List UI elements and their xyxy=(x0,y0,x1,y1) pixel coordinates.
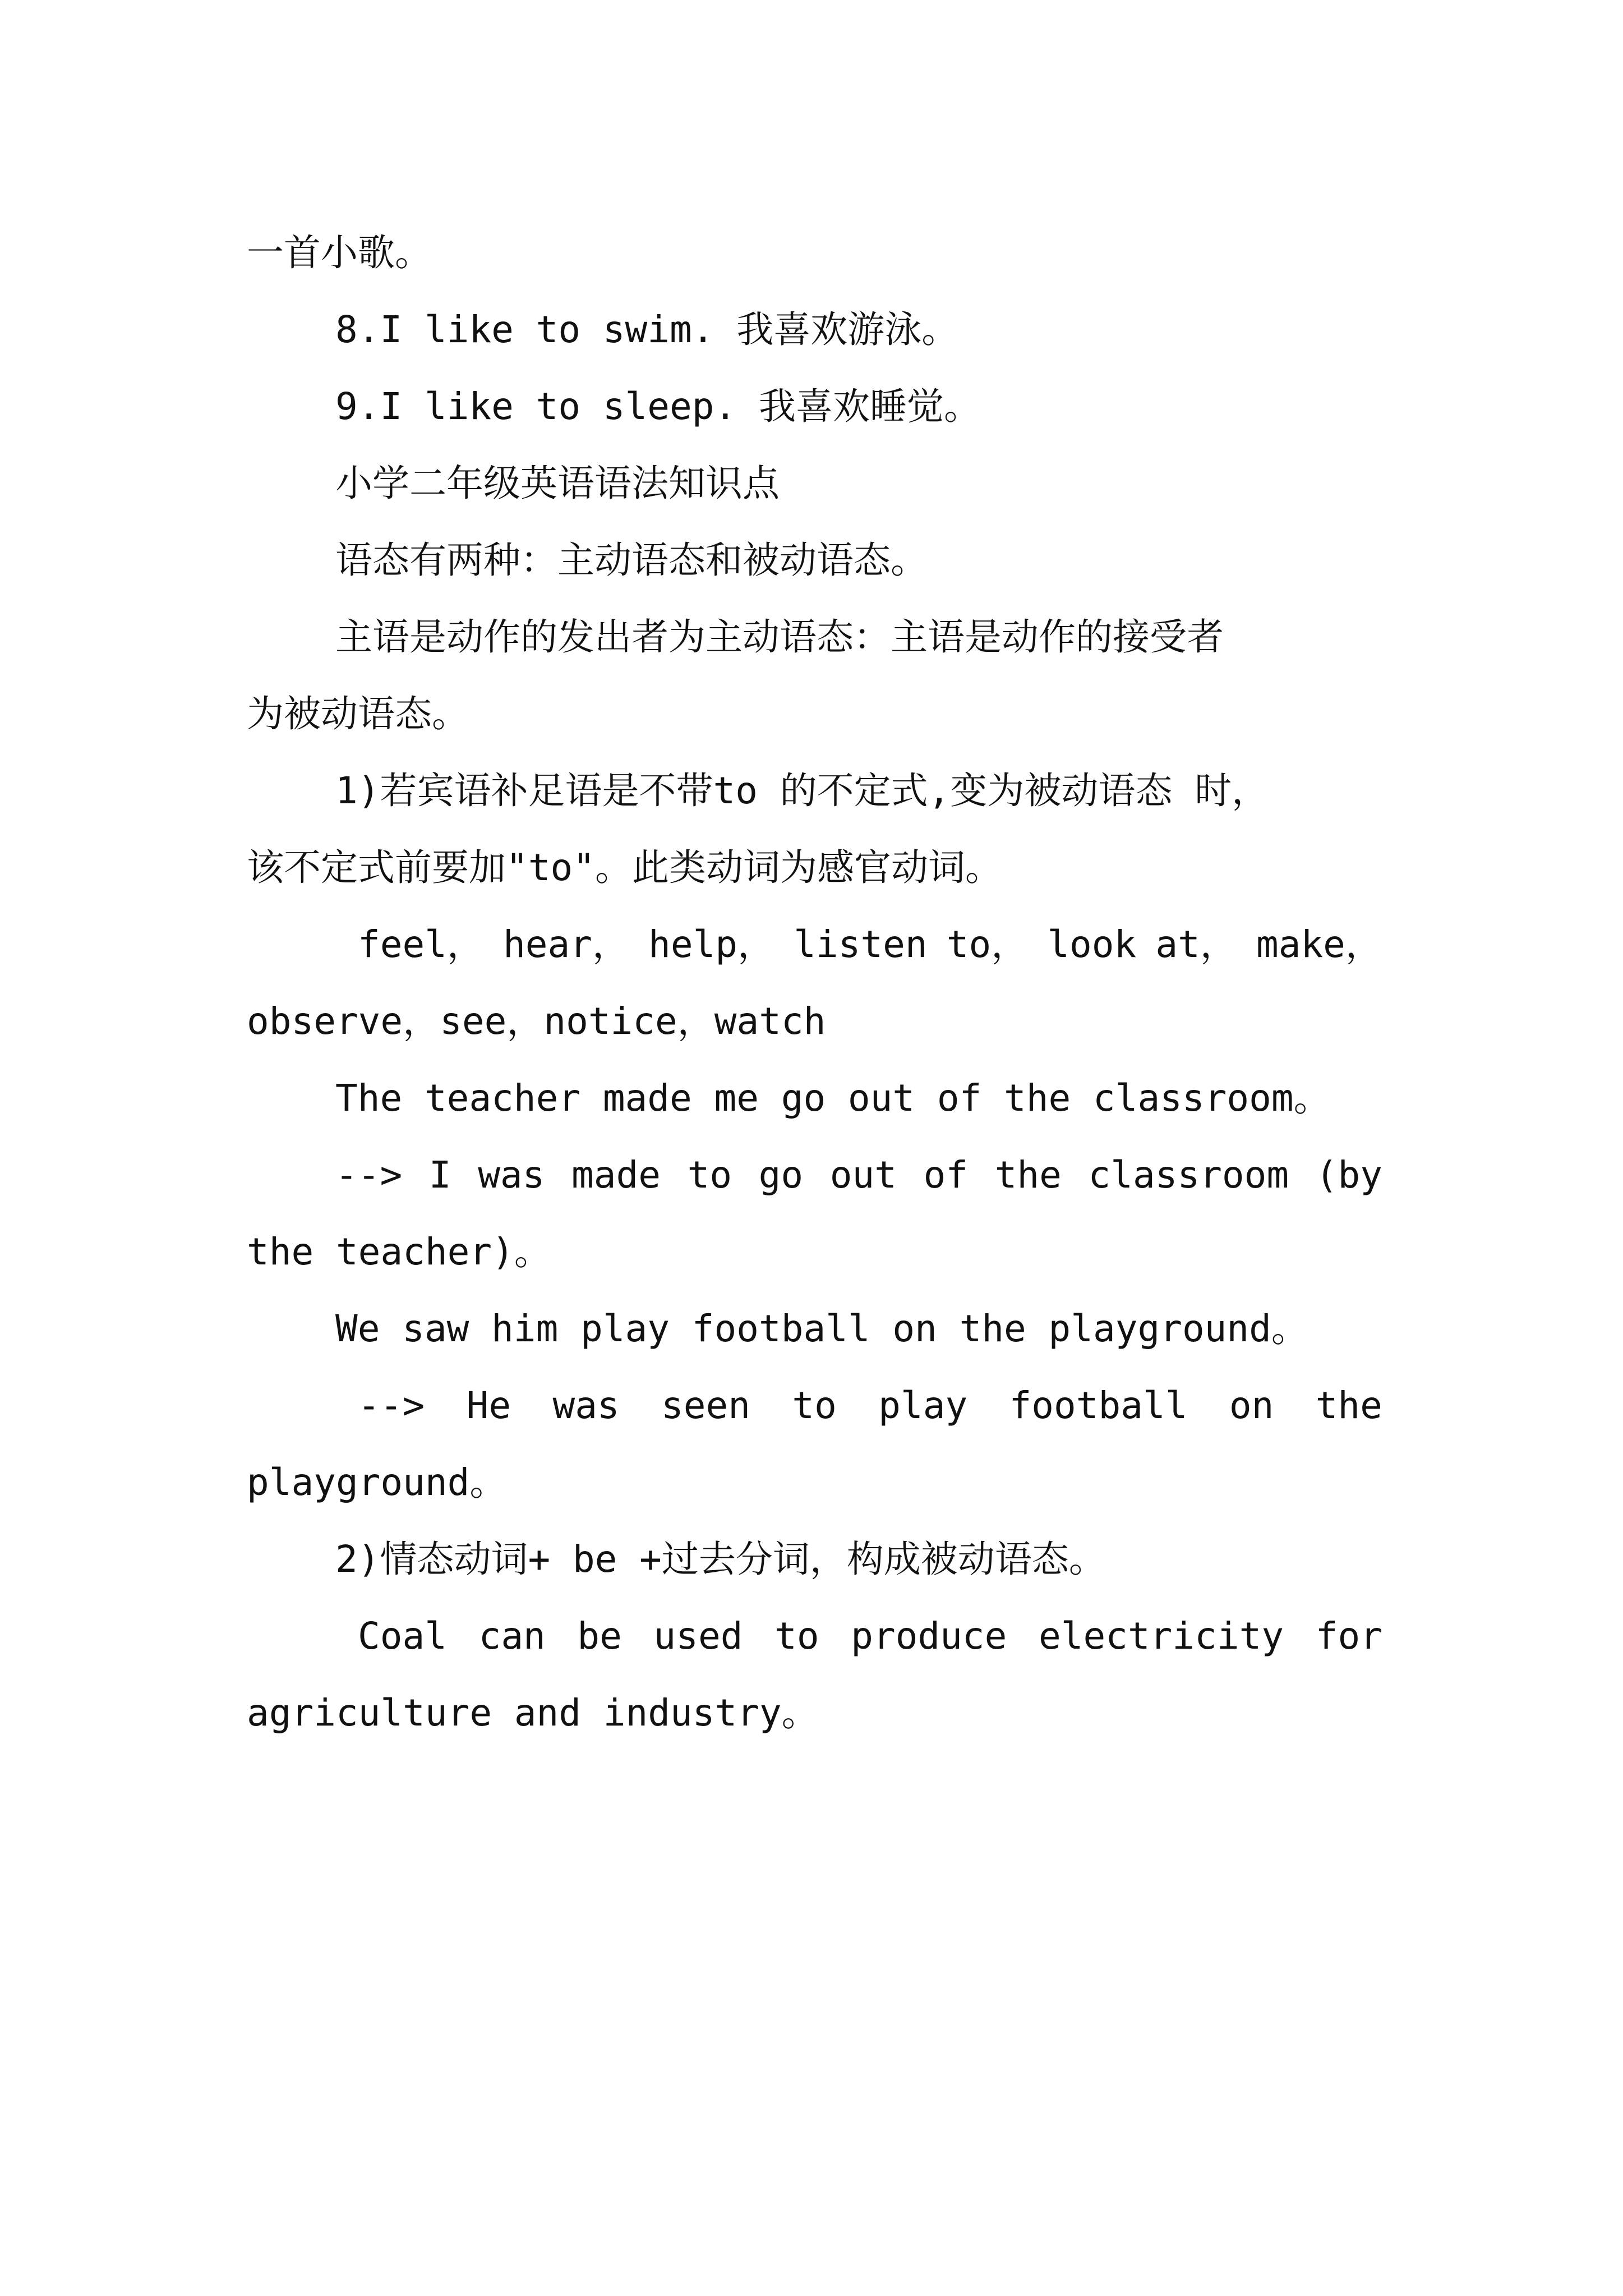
justified-text-line xyxy=(247,1137,1382,1213)
word: can xyxy=(478,1614,546,1658)
text-line: 语态有两种：主动语态和被动语态。 xyxy=(335,539,928,582)
word: look xyxy=(1047,923,1137,966)
word: make， xyxy=(1256,923,1382,966)
text-line: the teacher)。 xyxy=(247,1230,551,1273)
justified-text-line xyxy=(247,906,1382,983)
word: the xyxy=(1315,1384,1382,1427)
text-line: 该不定式前要加"to"。此类动词为感官动词。 xyxy=(247,846,1002,889)
word: be xyxy=(577,1614,622,1658)
text-line: observe，see，notice，watch xyxy=(247,1000,826,1043)
word: to xyxy=(687,1153,732,1197)
text-line: 9.I like to sleep. 我喜欢睡觉。 xyxy=(335,385,981,428)
text-line: agriculture and industry。 xyxy=(247,1691,819,1734)
word: listen xyxy=(794,923,928,966)
word: go xyxy=(758,1153,804,1197)
word: to xyxy=(792,1384,837,1427)
word: of xyxy=(923,1153,969,1197)
text-line: 8.I like to swim. 我喜欢游泳。 xyxy=(335,308,959,351)
word: electricity xyxy=(1039,1614,1284,1658)
word: I xyxy=(428,1153,451,1197)
text-line: 1)若宾语补足语是不带to 的不定式,变为被动语态 时， xyxy=(335,769,1269,812)
text-line: 一首小歌。 xyxy=(247,231,432,274)
text-line: 主语是动作的发出者为主动语态：主语是动作的接受者 xyxy=(335,615,1224,659)
word: to， xyxy=(946,923,1029,966)
word: feel， xyxy=(358,923,484,966)
example-sentence: We saw him play football on the playground。 xyxy=(335,1307,1308,1350)
example-sentence: The teacher made me go out of the classroom。 xyxy=(335,1076,1331,1120)
word: football xyxy=(1009,1384,1188,1427)
word: for xyxy=(1315,1614,1382,1658)
word: used xyxy=(653,1614,743,1658)
justified-text-line xyxy=(247,1367,1382,1444)
text-line: playground。 xyxy=(247,1461,507,1504)
word: on xyxy=(1229,1384,1274,1427)
section-heading: 小学二年级英语语法知识点 xyxy=(335,462,780,505)
word: help， xyxy=(648,923,775,966)
word: was xyxy=(478,1153,545,1197)
word: He xyxy=(466,1384,511,1427)
word: classroom xyxy=(1088,1153,1289,1197)
word: (by xyxy=(1315,1153,1382,1197)
justified-text-line xyxy=(247,1598,1382,1674)
word: was xyxy=(552,1384,620,1427)
word: seen xyxy=(661,1384,750,1427)
word: play xyxy=(878,1384,968,1427)
word: --> xyxy=(358,1384,425,1427)
word: Coal xyxy=(358,1614,447,1658)
word: to xyxy=(774,1614,819,1658)
text-line: 2)情态动词+ be +过去分词，构成被动语态。 xyxy=(335,1538,1106,1581)
text-line: 为被动语态。 xyxy=(247,692,469,735)
word: at， xyxy=(1155,923,1237,966)
word: hear， xyxy=(503,923,630,966)
document-body xyxy=(247,214,1382,1751)
word: produce xyxy=(851,1614,1007,1658)
word: --> xyxy=(335,1153,403,1197)
word: made xyxy=(571,1153,661,1197)
word: out xyxy=(829,1153,897,1197)
word: the xyxy=(994,1153,1062,1197)
